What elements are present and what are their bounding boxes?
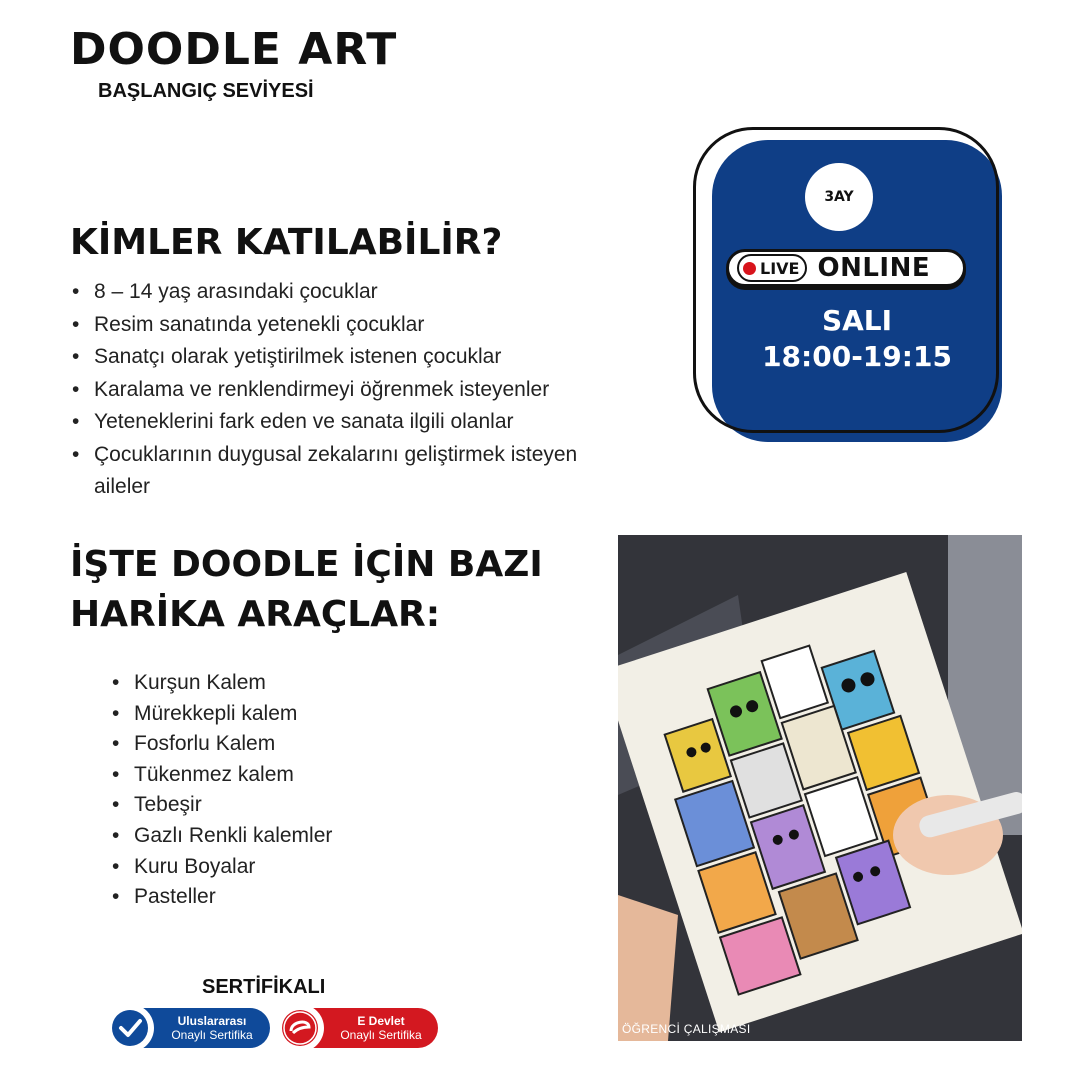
badge-line2: Onaylı Sertifika	[171, 1028, 253, 1042]
tools-heading: İŞTE DOODLE İÇİN BAZI HARİKA ARAÇLAR:	[70, 544, 543, 635]
list-item: • Pasteller	[112, 882, 512, 913]
list-item: • Tebeşir	[112, 790, 512, 821]
e-devlet-certificate-badge	[282, 1008, 438, 1048]
badge-line1: E Devlet	[357, 1014, 405, 1028]
list-item: • Yeteneklerini fark eden ve sanata ilgili olanlar	[72, 406, 632, 439]
e-devlet-logo-icon	[276, 1004, 324, 1052]
list-item: • Resim sanatında yetenekli çocuklar	[72, 309, 632, 342]
photo-caption: ÖĞRENCİ ÇALIŞMASI	[622, 1022, 751, 1036]
list-item: • Gazlı Renkli kalemler	[112, 821, 512, 852]
list-item: • Sanatçı olarak yetiştirilmek istenen çocuklar	[72, 341, 632, 374]
level-subtitle: BAŞLANGIÇ SEVİYESİ	[98, 80, 314, 102]
tools-list	[112, 668, 512, 913]
who-can-join-heading: KİMLER KATILABİLİR?	[70, 222, 503, 263]
list-item: • Karalama ve renklendirmeyi öğrenmek isteyenler	[72, 374, 632, 407]
live-label: LIVE	[760, 258, 800, 278]
who-can-join-list	[72, 276, 632, 504]
class-time: 18:00-19:15	[762, 340, 952, 373]
list-item: • Kuru Boyalar	[112, 852, 512, 883]
duration-label: 3AY	[824, 189, 854, 205]
duration-badge	[805, 163, 873, 231]
list-item: • Kurşun Kalem	[112, 668, 512, 699]
doodle-illustration	[618, 535, 1022, 1041]
online-label: ONLINE	[817, 253, 931, 283]
international-certificate-badge	[112, 1008, 270, 1048]
badge-line1: Uluslararası	[177, 1014, 247, 1028]
student-work-photo	[618, 535, 1022, 1041]
list-item: • Mürekkepli kalem	[112, 699, 512, 730]
badge-line2: Onaylı Sertifika	[340, 1028, 422, 1042]
list-item: • Çocuklarının duygusal zekalarını geliştirmek isteyen aileler	[72, 439, 632, 504]
class-day: SALI	[821, 304, 893, 337]
certificate-title: SERTİFİKALI	[202, 976, 326, 998]
page-title: DOODLE ART	[70, 24, 398, 75]
record-dot-icon	[743, 262, 756, 275]
list-item: • 8 – 14 yaş arasındaki çocuklar	[72, 276, 632, 309]
live-online-bar	[726, 249, 966, 287]
live-indicator	[737, 254, 807, 282]
checkmark-icon	[106, 1004, 154, 1052]
list-item: • Fosforlu Kalem	[112, 729, 512, 760]
list-item: • Tükenmez kalem	[112, 760, 512, 791]
